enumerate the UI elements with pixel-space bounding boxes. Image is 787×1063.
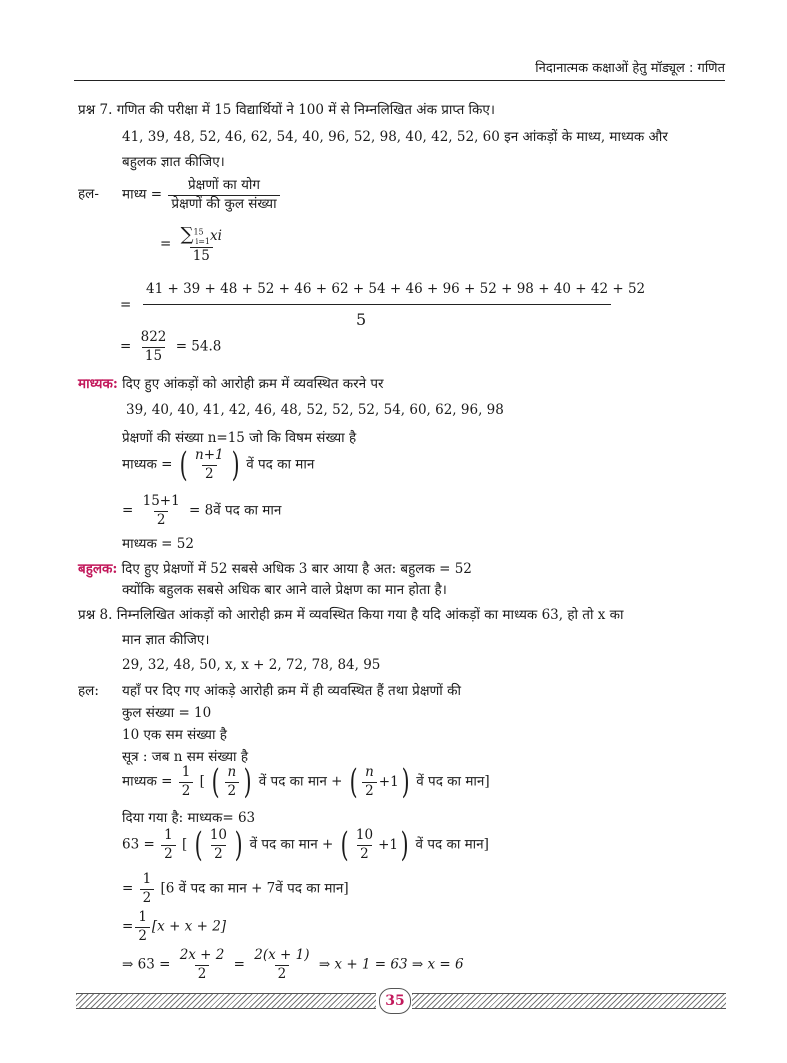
g-lhs: 63 = <box>122 836 155 853</box>
step-rhs: = 8वें पद का मान <box>189 502 282 519</box>
f-end: वें पद का मान] <box>416 773 490 790</box>
median-fraction <box>192 448 227 482</box>
s2-eq: = <box>122 918 134 935</box>
median-frac-num: n+1 <box>195 447 224 463</box>
substitution: 63 = $\frac{1}{2}$ [ ( $\frac{10}{2}$ ) वें पद का मान + ( $\frac{10}{2}$ +1 ) वें पद का मान] <box>122 825 489 866</box>
sum-numerator: 41 + 39 + 48 + 52 + 46 + 62 + 54 + 46 + 96 + 52 + 98 + 40 + 42 + 52 <box>146 281 646 297</box>
median-lhs: माध्यक = <box>122 456 173 473</box>
sum-denominator: 5 <box>356 310 367 329</box>
f-mid: वें पद का मान + <box>258 773 343 790</box>
q8-sol4: सूत्र : जब n सम संख्या है <box>122 749 249 765</box>
step-s3 <box>122 948 464 982</box>
step-fraction <box>140 494 183 528</box>
f-half-num: 1 <box>181 764 191 780</box>
header-rule <box>74 80 725 81</box>
q8-line <box>78 605 624 623</box>
s3-eq: = <box>233 956 245 973</box>
s1-text: [6 वें पद का मान + 7वें पद का मान] <box>160 880 349 897</box>
step-s1 <box>122 872 349 906</box>
mean-result <box>120 330 221 364</box>
q8-data: 29, 32, 48, 50, x, x + 2, 72, 78, 84, 95 <box>122 657 381 673</box>
f-2b: 2 <box>362 782 377 800</box>
s2-num: 1 <box>138 909 147 925</box>
q8-sol3: 10 एक सम संख्या है <box>122 727 227 743</box>
footer-band-left <box>76 993 376 1009</box>
f-lhs: माध्यक = <box>122 773 173 790</box>
q7-hal: हल- <box>78 186 99 202</box>
s1-den: 2 <box>140 889 155 907</box>
s3-n2: 2(x + 1) <box>254 947 310 963</box>
sigma-numerator: ∑$^{15}_{i=1}$xi <box>180 224 222 246</box>
s3-n1: 2x + 2 <box>179 947 225 963</box>
sigma-fraction <box>178 225 225 264</box>
mode-text: दिए हुए प्रेक्षणों में 52 सबसे अधिक 3 बार आया है अत: बहुलक = 52 <box>117 561 472 577</box>
f-plus1: +1 <box>378 774 399 791</box>
s2-text: [x + x + 2] <box>151 918 227 935</box>
q7-data: 41, 39, 48, 52, 46, 62, 54, 40, 96, 52, 98, 40, 42, 52, 60 इन आंकड़ों के माध्य, माध्यक और <box>122 129 668 145</box>
step-denominator: 2 <box>154 511 169 529</box>
g-10: 10 <box>209 827 227 843</box>
mean-lhs: माध्य = <box>122 186 163 203</box>
median-text: दिए हुए आंकड़ों को आरोही क्रम में व्यवस्थित करने पर <box>117 376 384 392</box>
f-n: n <box>227 764 237 780</box>
q8-label: प्रश्न 8. <box>78 607 113 623</box>
s3-b: ⇒ x + 1 = 63 ⇒ x = 6 <box>318 956 464 973</box>
median-rhs: वें पद का मान <box>246 456 315 473</box>
q8-text: निम्नलिखित आंकड़ों को आरोही क्रम में व्यवस्थित किया गया है यदि आंकड़ों का माध्यक 63, हो तो x का <box>116 607 624 623</box>
mean-definition <box>122 178 282 212</box>
mode-reason: क्योंकि बहुलक सबसे अधिक बार आने वाले प्रेक्षण का मान होता है। <box>122 582 447 598</box>
page-number: 35 <box>379 988 411 1014</box>
f-paren1: ( $\frac{n}{2}$ ) <box>211 762 252 803</box>
mode-heading <box>78 559 472 577</box>
f-2: 2 <box>225 782 240 800</box>
mean-fraction <box>168 178 279 212</box>
running-header: निदानात्मक कक्षाओं हेतु मॉड्यूल : गणित <box>535 61 725 76</box>
even-median-formula: माध्यक = $\frac{1}{2}$ [ ( $\frac{n}{2}$ ) वें पद का मान + ( $\frac{n}{2}$ +1 ) वें पद का मान] <box>122 762 490 803</box>
s1-eq: = <box>122 880 134 897</box>
sigma-sub: i=1 <box>195 236 211 246</box>
given: दिया गया है: माध्यक= 63 <box>122 810 256 826</box>
f-n2: n <box>365 764 374 780</box>
q7-text: गणित की परीक्षा में 15 विद्यार्थियों ने 100 में से निम्नलिखित अंक प्राप्त किए। <box>116 102 496 118</box>
s1-num: 1 <box>142 871 152 887</box>
q8-hal: हल: <box>78 683 99 699</box>
result-denominator: 15 <box>142 347 165 365</box>
f-half <box>179 765 194 799</box>
g-half-den: 2 <box>161 845 176 863</box>
g-mid: वें पद का मान + <box>249 836 334 853</box>
result-value: = 54.8 <box>175 338 222 355</box>
sigma-step <box>160 225 227 264</box>
median-formula <box>122 445 315 486</box>
g-end: वें पद का मान] <box>415 836 489 853</box>
g-plus1: +1 <box>378 837 398 854</box>
median-frac-den: 2 <box>202 465 217 483</box>
sigma-xi: xi <box>210 228 222 244</box>
median-heading <box>78 374 384 392</box>
step-eq: = <box>122 502 134 519</box>
median-label: माध्यक: <box>78 376 118 392</box>
s2-den: 2 <box>135 927 150 945</box>
g-half-num: 1 <box>164 827 173 843</box>
sum-fraction-bar <box>143 304 611 305</box>
g-2: 2 <box>211 845 226 863</box>
f-half-den: 2 <box>179 782 194 800</box>
s3-d2: 2 <box>275 965 290 983</box>
s3-a: ⇒ 63 = <box>122 956 171 973</box>
mode-label: बहुलक: <box>78 561 118 577</box>
result-fraction <box>138 330 170 364</box>
sigma-denominator: 15 <box>190 247 213 265</box>
q8-sol1: यहाँ पर दिए गए आंकड़े आरोही क्रम में ही व्यवस्थित हैं तथा प्रेक्षणों की <box>122 683 461 699</box>
result-eq: = <box>120 338 132 355</box>
footer-band-right <box>412 993 726 1009</box>
mean-denominator: प्रेक्षणों की कुल संख्या <box>168 195 279 213</box>
sigma-eq: = <box>160 236 172 253</box>
s3-d1: 2 <box>195 965 210 983</box>
g-10b: 10 <box>355 827 374 843</box>
f-paren2: ( $\frac{n}{2}$ +1 ) <box>349 762 410 803</box>
median-value: माध्यक = 52 <box>122 536 194 552</box>
q7-label: प्रश्न 7. <box>78 102 113 118</box>
median-step <box>122 494 281 528</box>
count-text: प्रेक्षणों की संख्या n=15 जो कि विषम संख्या है <box>122 430 357 446</box>
result-numerator: 822 <box>140 329 167 345</box>
sigma-sup: 15 <box>193 227 204 237</box>
step-numerator: 15+1 <box>142 493 180 509</box>
step-s2 <box>122 910 226 944</box>
sum-eq: = <box>120 297 132 313</box>
q7-data-cont: बहुलक ज्ञात कीजिए। <box>122 154 225 170</box>
q7-line <box>78 100 495 118</box>
g-2b: 2 <box>357 845 372 863</box>
median-paren: ( $\frac{n+1}{2}$ ) <box>179 445 240 486</box>
mean-numerator: प्रेक्षणों का योग <box>188 177 260 193</box>
sorted-data: 39, 40, 40, 41, 42, 46, 48, 52, 52, 52, 54, 60, 62, 96, 98 <box>126 402 504 418</box>
q8-text-cont: मान ज्ञात कीजिए। <box>122 632 210 648</box>
q8-sol2: कुल संख्या = 10 <box>122 705 212 721</box>
